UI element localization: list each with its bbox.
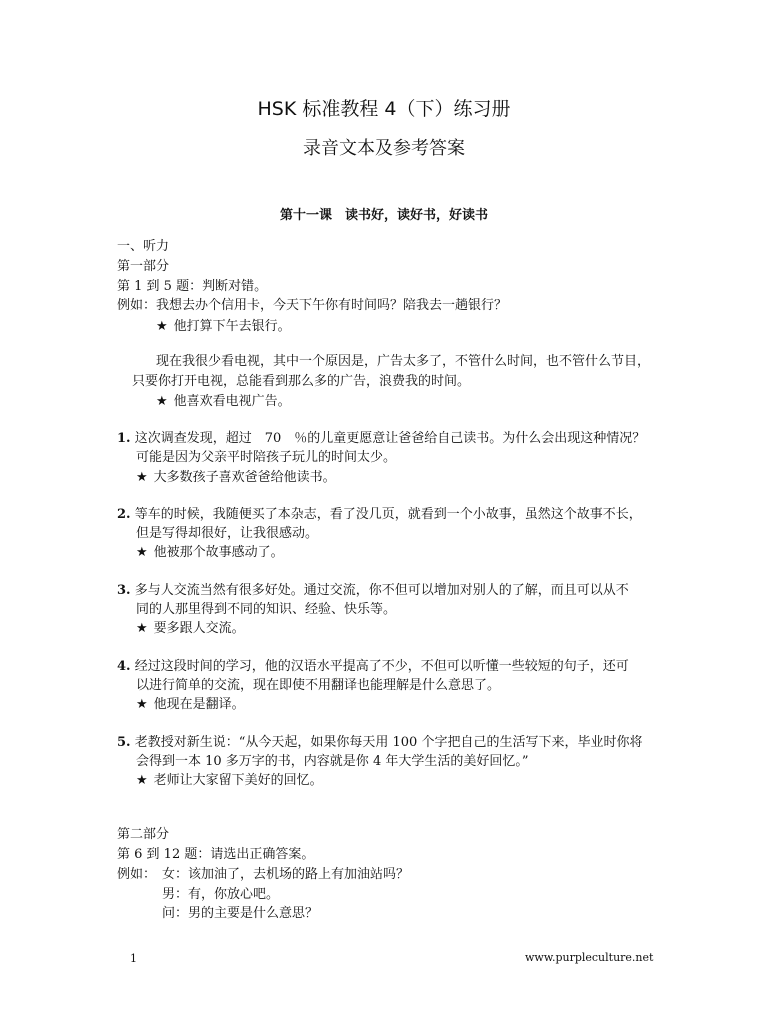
example2-line2: 只要你打开电视，总能看到那么多的广告，浪费我的时间。 [132, 374, 471, 389]
answer-text: 他现在是翻译。 [153, 697, 245, 712]
answer-text: 大多数孩子喜欢爸爸给他读书。 [153, 470, 336, 485]
star-icon: ★ [136, 470, 148, 485]
example-line [117, 297, 507, 315]
question-text: 经过这段时间的学习，他的汉语水平提高了不少，不但可以听懂一些较短的句子，还可 [134, 659, 629, 674]
question-number: 3. [117, 583, 131, 598]
question-4-line2: 以进行简单的交流，现在即使不用翻译也能理解是什么意思了。 [136, 678, 501, 693]
instruction-text-2: 第 6 到 12 题：请选出正确答案。 [117, 847, 315, 862]
question-1-line2: 可能是因为父亲平时陪孩子玩儿的时间太少。 [136, 450, 397, 465]
question-number: 1. [117, 431, 131, 446]
question-1-line1 [117, 430, 645, 448]
example2-line1: 现在我很少看电视，其中一个原因是，广告太多了，不管什么时间，也不管什么节目， [156, 354, 651, 369]
lesson-title: 第十一课 读书好，读好书，好读书 [279, 208, 488, 223]
question-3-line2: 同的人那里得到不同的知识、经验、快乐等。 [136, 602, 397, 617]
page-number: 1 [130, 952, 137, 965]
part-heading-2: 第二部分 [117, 827, 170, 842]
question-text: 等车的时候，我随便买了本杂志，看了没几页，就看到一个小故事，虽然这个故事不长， [134, 507, 642, 522]
answer-text: 他被那个故事感动了。 [153, 545, 284, 560]
dialog-line-3: 问：男的主要是什么意思？ [162, 906, 319, 921]
question-4-answer [136, 696, 245, 714]
question-number: 5. [117, 735, 131, 750]
star-icon: ★ [156, 319, 168, 334]
part-heading: 第一部分 [117, 259, 170, 274]
example2-answer-text: 他喜欢看电视广告。 [173, 394, 291, 409]
star-icon: ★ [136, 697, 148, 712]
document-title: HSK 标准教程 4（下）练习册 [257, 98, 511, 120]
answer-text: 老师让大家留下美好的回忆。 [153, 773, 323, 788]
question-text: 多与人交流当然有很多好处。通过交流，你不但可以增加对别人的了解，而且可以从不 [134, 583, 629, 598]
dialog-line-1: 女：该加油了，去机场的路上有加油站吗？ [162, 867, 410, 882]
instruction-text: 第 1 到 5 题：判断对错。 [117, 279, 268, 294]
document-subtitle: 录音文本及参考答案 [303, 138, 465, 159]
example-text: 我想去办个信用卡，今天下午你有时间吗？陪我去一趟银行？ [156, 298, 508, 313]
question-3-line1 [117, 582, 629, 600]
example-answer [156, 318, 291, 336]
dialog-line-2: 男：有，你放心吧。 [162, 887, 280, 902]
example-label: 例如： [117, 298, 157, 313]
question-text: 老教授对新生说：“从今天起，如果你每天用 100 个字把自己的生活写下来，毕业时你将 [134, 735, 643, 750]
question-2-answer [136, 544, 284, 562]
answer-text: 要多跟人交流。 [153, 621, 245, 636]
section-heading: 一、听力 [117, 239, 170, 254]
example-label-2: 例如： [117, 867, 157, 882]
question-3-answer [136, 620, 245, 638]
star-icon: ★ [156, 394, 168, 409]
question-1-answer [136, 469, 336, 487]
question-5-line1 [117, 734, 642, 752]
question-2-line1 [117, 506, 642, 524]
star-icon: ★ [136, 621, 148, 636]
question-text: 这次调查发现，超过 70 ％的儿童更愿意让爸爸给自己读书。为什么会出现这种情况？ [134, 431, 646, 446]
example-answer-text: 他打算下午去银行。 [173, 319, 291, 334]
question-5-answer [136, 772, 323, 790]
footer-url: www.purpleculture.net [525, 951, 654, 964]
example2-answer [156, 393, 291, 411]
question-number: 4. [117, 659, 131, 674]
star-icon: ★ [136, 545, 148, 560]
question-5-line2: 会得到一本 10 多万字的书，内容就是你 4 年大学生活的美好回忆。” [136, 754, 529, 769]
question-number: 2. [117, 507, 131, 522]
star-icon: ★ [136, 773, 148, 788]
question-2-line2: 但是写得却很好，让我很感动。 [136, 526, 319, 541]
question-4-line1 [117, 658, 629, 676]
